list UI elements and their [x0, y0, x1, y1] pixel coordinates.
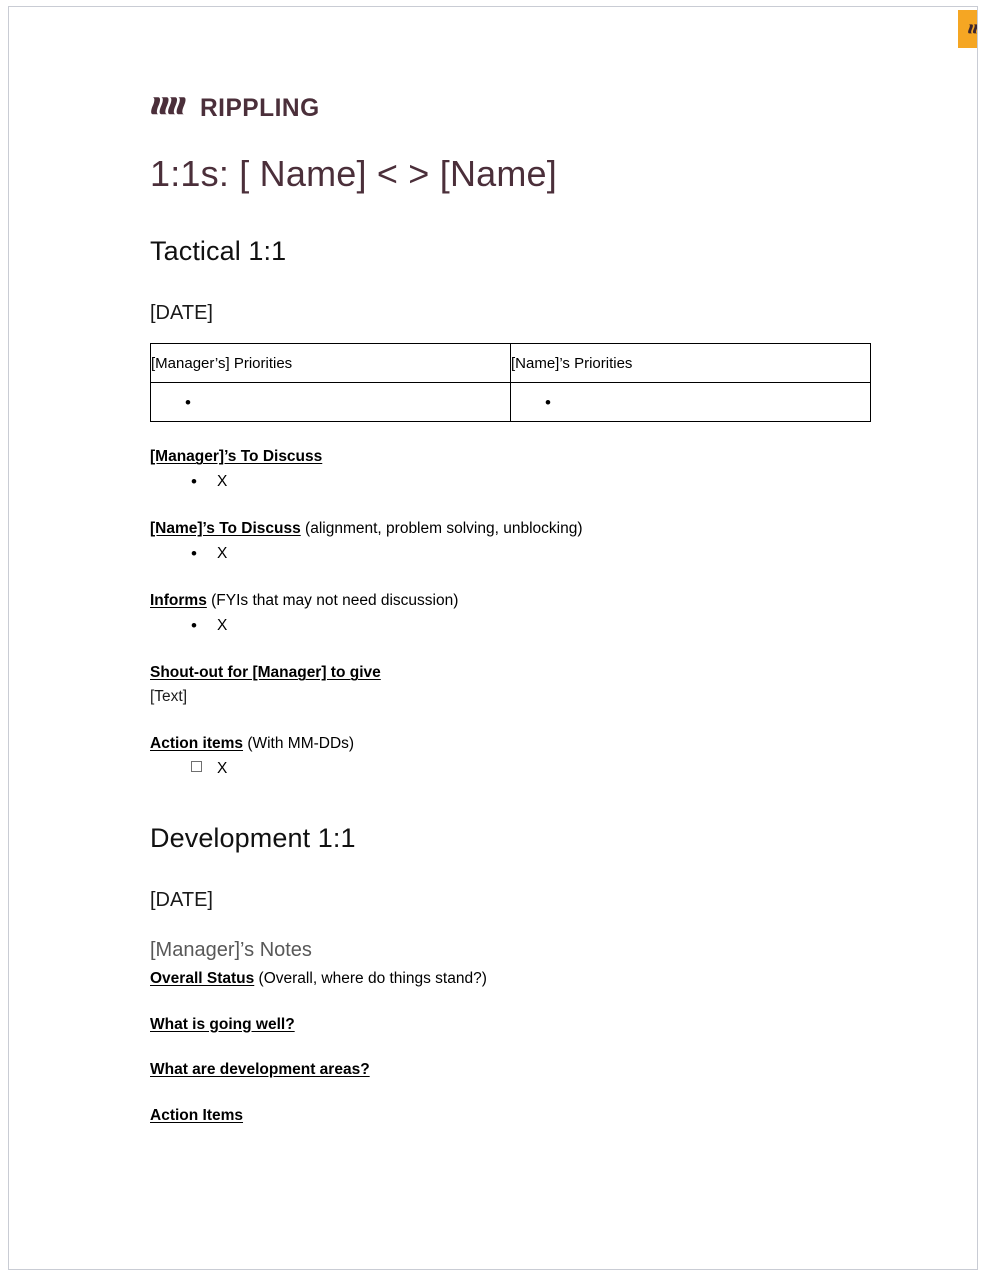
- document-body: [150, 7, 880, 1127]
- bullet-list: [150, 470, 880, 494]
- priorities-cell-manager[interactable]: [151, 383, 511, 422]
- table-row: [151, 344, 871, 383]
- checkbox-list-item[interactable]: X: [191, 757, 880, 781]
- section-heading-tactical: Tactical 1:1: [150, 236, 287, 267]
- block-heading: [150, 1106, 880, 1127]
- list-item[interactable]: • X: [191, 614, 880, 638]
- bullet-marker: [151, 394, 510, 411]
- bullet-list: [150, 542, 880, 566]
- priorities-header-name: [Name]’s Priorities: [511, 344, 871, 383]
- block-heading: [150, 663, 880, 684]
- block-heading-lead: [Manager]’s To Discuss: [150, 448, 323, 466]
- checkbox-list: [150, 757, 880, 781]
- bullet-list: [150, 614, 880, 638]
- block-heading-lead: Action Items: [150, 1107, 244, 1125]
- list-item[interactable]: • X: [191, 542, 880, 566]
- block-heading: [150, 519, 880, 540]
- block-name-to-discuss: [150, 519, 880, 566]
- block-manager-to-discuss: [150, 447, 880, 494]
- block-heading-lead: Shout-out for [Manager] to give: [150, 664, 381, 682]
- block-heading: [150, 1015, 880, 1036]
- priorities-table: [150, 343, 871, 422]
- block-heading: [150, 591, 880, 612]
- block-heading-lead: [Name]’s To Discuss: [150, 520, 301, 538]
- table-row: [151, 383, 871, 422]
- tactical-date: [DATE]: [150, 302, 213, 325]
- list-item[interactable]: • X: [191, 470, 880, 494]
- manager-notes-label: [Manager]’s Notes: [150, 938, 312, 961]
- block-heading-tail: (FYIs that may not need discussion): [206, 592, 459, 610]
- block-development-areas: [150, 1060, 880, 1081]
- block-heading-tail: (With MM-DDs): [243, 734, 355, 752]
- block-heading-lead: Informs: [150, 592, 207, 610]
- block-heading-tail: (Overall, where do things stand?): [254, 969, 487, 987]
- priorities-cell-name[interactable]: [511, 383, 871, 422]
- rippling-mark-icon: [967, 21, 978, 37]
- block-heading-lead: Action items: [150, 734, 244, 752]
- block-heading-lead: Overall Status: [150, 969, 255, 987]
- block-overall-status: [150, 969, 880, 990]
- development-date: [DATE]: [150, 888, 213, 911]
- block-action-items: [150, 734, 880, 781]
- block-what-is-going-well: [150, 1015, 880, 1036]
- document-page: [8, 6, 978, 1270]
- bullet-marker: [511, 394, 870, 411]
- rippling-logo: [150, 7, 880, 123]
- rippling-mark-icon: [150, 93, 190, 124]
- block-heading: [150, 1060, 880, 1081]
- block-heading: [150, 969, 880, 990]
- block-heading-lead: What are development areas?: [150, 1061, 370, 1079]
- section-heading-development: Development 1:1: [150, 822, 356, 853]
- rippling-wordmark: RIPPLING: [200, 93, 320, 122]
- rippling-corner-badge[interactable]: [958, 10, 978, 48]
- block-shout-out: [150, 663, 880, 708]
- block-heading: [150, 447, 880, 468]
- block-heading-lead: What is going well?: [150, 1015, 295, 1033]
- shout-out-text[interactable]: [Text]: [150, 688, 188, 706]
- page-title: 1:1s: [ Name] < > [Name]: [150, 153, 557, 194]
- block-heading: [150, 734, 880, 755]
- block-development-action-items: [150, 1106, 880, 1127]
- block-heading-tail: (alignment, problem solving, unblocking): [300, 520, 583, 538]
- priorities-header-manager: [Manager’s] Priorities: [151, 344, 511, 383]
- block-informs: [150, 591, 880, 638]
